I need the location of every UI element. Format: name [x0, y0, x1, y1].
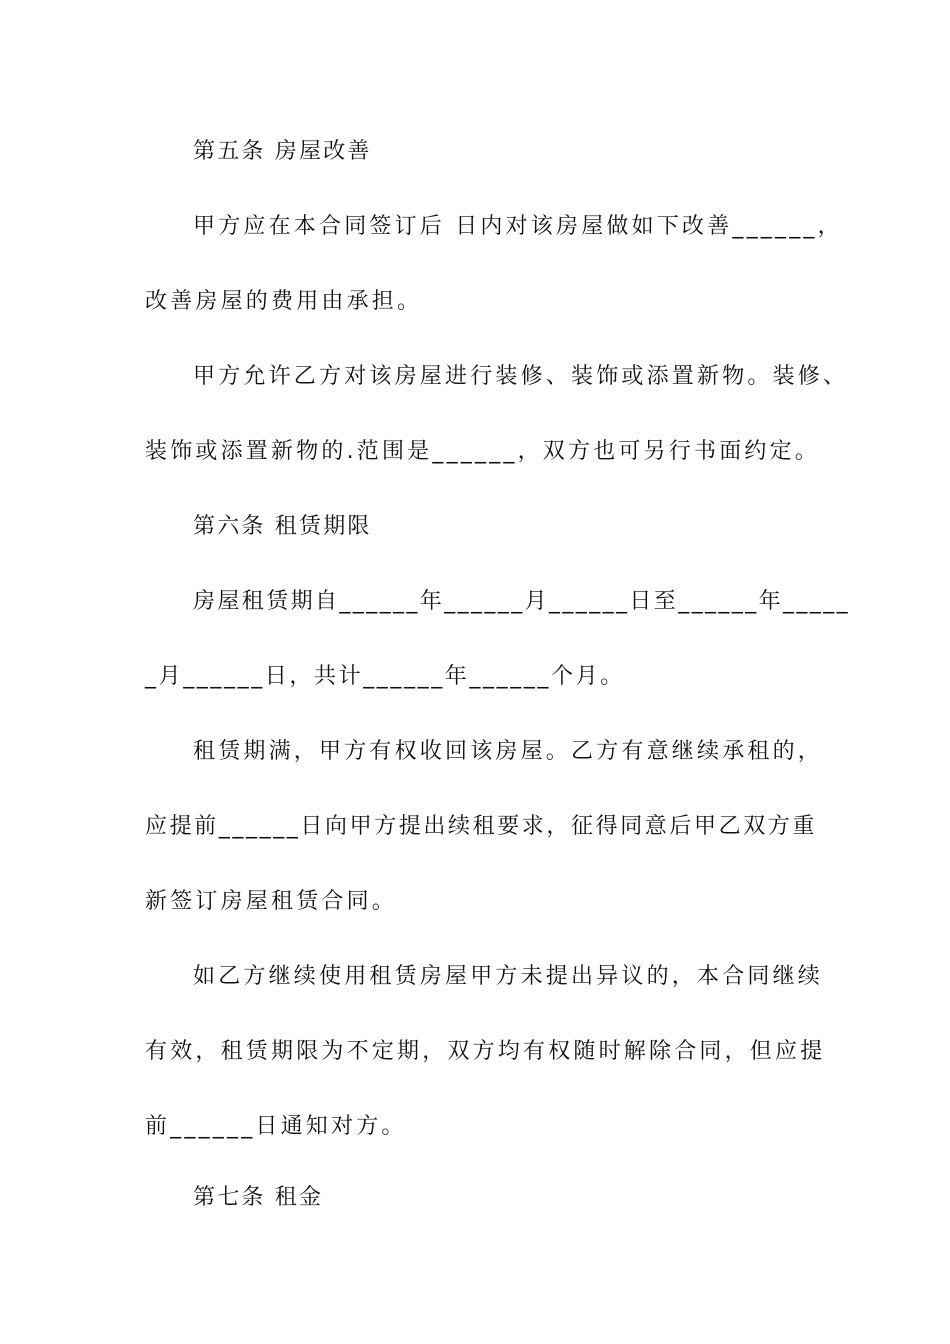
paragraph-line: 改善房屋的费用由承担。 — [145, 289, 423, 314]
paragraph-line: 前______日通知对方。 — [145, 1114, 407, 1139]
paragraph-line: 有效，租赁期限为不定期，双方均有权随时解除合同，但应提 — [145, 1039, 826, 1064]
paragraph-line: 甲方应在本合同签订后 日内对该房屋做如下改善______， — [193, 214, 843, 239]
paragraph-line: 新签订房屋租赁合同。 — [145, 889, 398, 914]
paragraph-line: 应提前______日向甲方提出续租要求，征得同意后甲乙双方重 — [145, 814, 818, 839]
paragraph-line: 装饰或添置新物的.范围是______，双方也可另行书面约定。 — [145, 439, 820, 464]
paragraph-line: 租赁期满，甲方有权收回该房屋。乙方有意继续承租的， — [193, 739, 824, 764]
section-heading-7: 第七条 租金 — [193, 1185, 324, 1210]
paragraph-line: 甲方允许乙方对该房屋进行装修、装饰或添置新物。装修、 — [193, 364, 849, 389]
section-heading-5: 第五条 房屋改善 — [193, 139, 372, 164]
section-heading-6: 第六条 租赁期限 — [193, 514, 372, 539]
paragraph-line: 如乙方继续使用租赁房屋甲方未提出异议的，本合同继续 — [193, 964, 824, 989]
paragraph-line: _月______日，共计______年______个月。 — [145, 664, 625, 689]
paragraph-line: 房屋租赁期自______年______月______日至______年_____ — [193, 589, 851, 614]
